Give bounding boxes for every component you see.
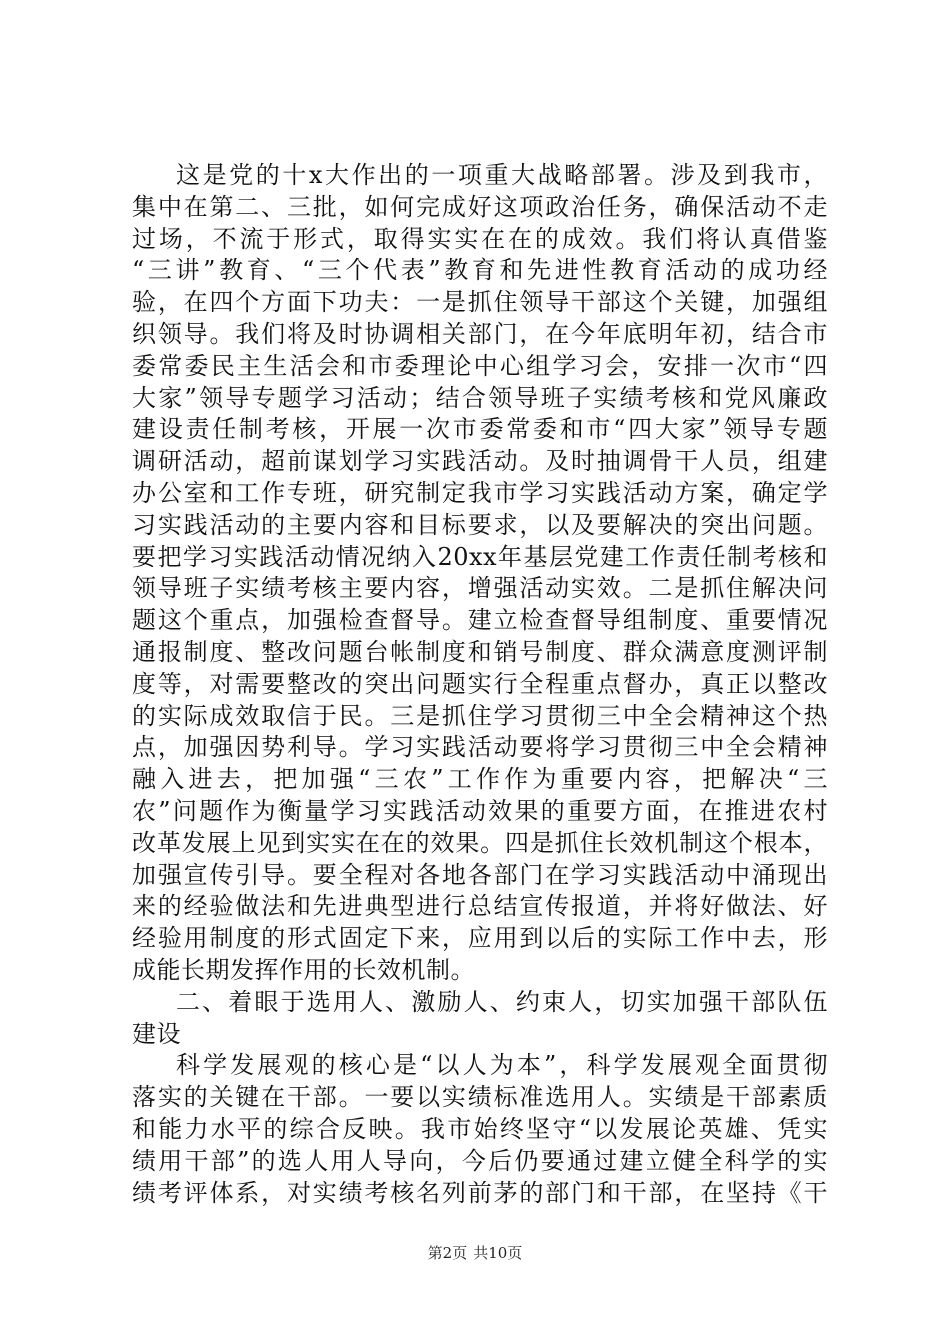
text-line: 领导班子实绩考核主要内容，增强活动实效。二是抓住解决问 <box>132 574 828 603</box>
text-line: 大家”领导专题学习活动；结合领导班子实绩考核和党风廉政 <box>132 383 828 412</box>
section-heading-line: 二、着眼于选用人、激励人、约束人，切实加强干部队伍 <box>176 987 828 1016</box>
text-line: 织领导。我们将及时协调相关部门，在今年底明年初，结合市 <box>132 319 828 348</box>
section-heading-line: 建设 <box>132 1019 181 1048</box>
text-line: 加强宣传引导。要全程对各地各部门在学习实践活动中涌现出 <box>132 860 828 889</box>
text-line: 要把学习实践活动情况纳入20xx年基层党建工作责任制考核和 <box>132 542 828 571</box>
text-line: 集中在第二、三批，如何完成好这项政治任务，确保活动不走 <box>132 192 828 221</box>
text-line: 和能力水平的综合反映。我市始终坚守“以发展论英雄、凭实 <box>132 1114 828 1143</box>
text-line: 绩考评体系，对实绩考核名列前茅的部门和干部，在坚持《干 <box>132 1178 828 1207</box>
text-line: 调研活动，超前谋划学习实践活动。及时抽调骨干人员，组建 <box>132 447 828 476</box>
text-line: 融入进去，把加强“三农”工作作为重要内容，把解决“三 <box>132 765 828 794</box>
page-total: 共10页 <box>473 1244 523 1262</box>
text-line: 通报制度、整改问题台帐制度和销号制度、群众满意度测评制 <box>132 637 828 666</box>
text-line: “三讲”教育、“三个代表”教育和先进性教育活动的成功经 <box>132 256 828 285</box>
text-line: 点，加强因势利导。学习实践活动要将学习贯彻三中全会精神 <box>132 733 828 762</box>
text-line: 科学发展观的核心是“以人为本”，科学发展观全面贯彻 <box>176 1051 828 1080</box>
text-line: 建设责任制考核，开展一次市委常委和市“四大家”领导专题 <box>132 415 828 444</box>
document-body <box>132 160 828 1209</box>
text-line: 验，在四个方面下功夫：一是抓住领导干部这个关键，加强组 <box>132 288 828 317</box>
text-line: 题这个重点，加强检查督导。建立检查督导组制度、重要情况 <box>132 606 828 635</box>
page-footer <box>0 1243 950 1263</box>
text-line: 落实的关键在干部。一要以实绩标准选用人。实绩是干部素质 <box>132 1083 828 1112</box>
text-line: 成能长期发挥作用的长效机制。 <box>132 955 475 984</box>
text-line: 改革发展上见到实实在在的效果。四是抓住长效机制这个根本， <box>132 828 828 857</box>
text-line: 办公室和工作专班，研究制定我市学习实践活动方案，确定学 <box>132 478 828 507</box>
text-line: 农”问题作为衡量学习实践活动效果的重要方面，在推进农村 <box>132 796 828 825</box>
page-number: 第2页 <box>427 1244 468 1262</box>
text-line: 过场，不流于形式，取得实实在在的成效。我们将认真借鉴 <box>132 224 828 253</box>
text-line: 度等，对需要整改的突出问题实行全程重点督办，真正以整改 <box>132 669 828 698</box>
text-line: 的实际成效取信于民。三是抓住学习贯彻三中全会精神这个热 <box>132 701 828 730</box>
text-line: 习实践活动的主要内容和目标要求，以及要解决的突出问题。 <box>132 510 828 539</box>
text-line: 经验用制度的形式固定下来，应用到以后的实际工作中去，形 <box>132 924 828 953</box>
text-line: 这是党的十x大作出的一项重大战略部署。涉及到我市， <box>176 161 828 189</box>
text-line: 委常委民主生活会和市委理论中心组学习会，安排一次市“四 <box>132 351 828 380</box>
text-line: 来的经验做法和先进典型进行总结宣传报道，并将好做法、好 <box>132 892 828 921</box>
text-line: 绩用干部”的选人用人导向，今后仍要通过建立健全科学的实 <box>132 1146 828 1175</box>
